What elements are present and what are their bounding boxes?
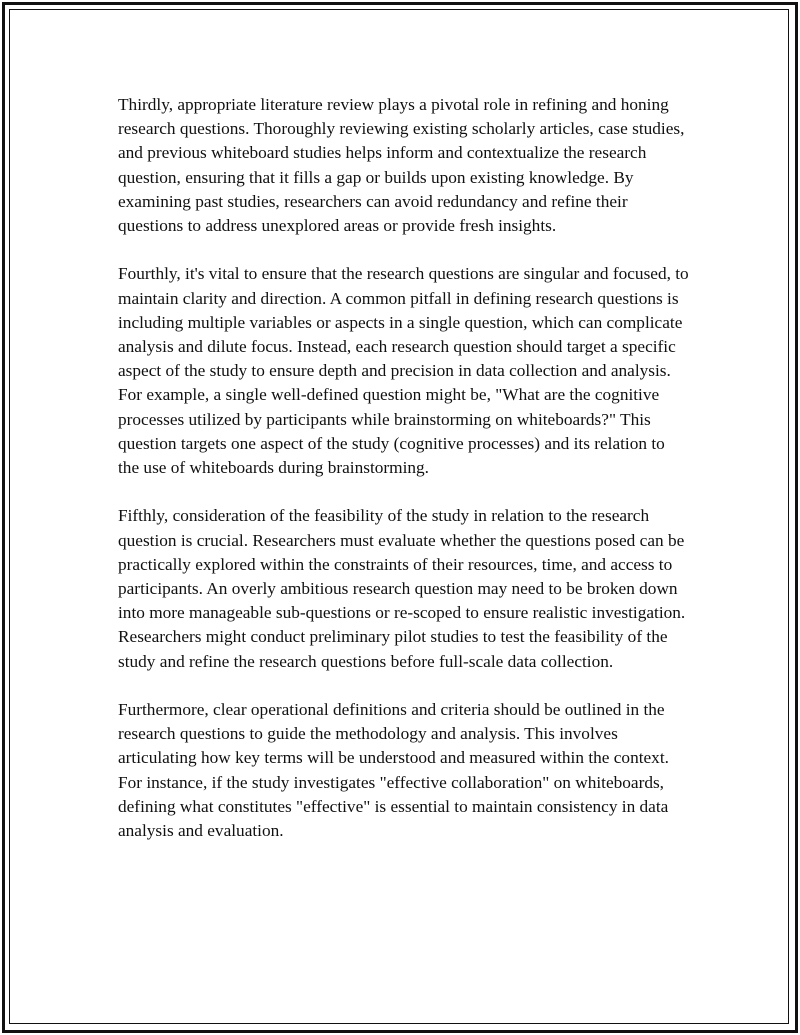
paragraph-operational-definitions: Furthermore, clear operational definitions and criteria should be outlined in the research questions to guide the methodology and analysis. This involves articulating how key terms will be understood and measured within the context. For instance, if the study investigates "effective collaboration" on whiteboards, defining what constitutes "effective" is essential to maintain consistency in data analysis and evaluation. [118, 700, 669, 841]
paragraph-singular-focus: Fourthly, it's vital to ensure that the research questions are singular and focused, to maintain clarity and direction. A common pitfall in defining research questions is including multiple variables or aspects in a single question, which can complicate analysis and dilute focus. Instead, each research question should target a specific aspect of the study to ensure depth and precision in data collection and analysis. For example, a single well-defined question might be, "What are the cognitive processes utilized by participants while brainstorming on whiteboards?" This question targets one aspect of the study (cognitive processes) and its relation to the use of whiteboards during brainstorming. [118, 264, 689, 478]
document-body [118, 93, 690, 867]
paragraph-literature-review: Thirdly, appropriate literature review plays a pivotal role in refining and honing research questions. Thoroughly reviewing existing scholarly articles, case studies, and previous whiteboard studies helps inform and contextualize the research question, ensuring that it fills a gap or builds upon existing knowledge. By examining past studies, researchers can avoid redundancy and refine their questions to address unexplored areas or provide fresh insights. [118, 95, 685, 236]
paragraph-feasibility: Fifthly, consideration of the feasibility of the study in relation to the research question is crucial. Researchers must evaluate whether the questions posed can be practically explored within the constraints of their resources, time, and access to participants. An overly ambitious research question may need to be broken down into more manageable sub-questions or re-scoped to ensure realistic investigation. Researchers might conduct preliminary pilot studies to test the feasibility of the study and refine the research questions before full-scale data collection. [118, 506, 686, 671]
